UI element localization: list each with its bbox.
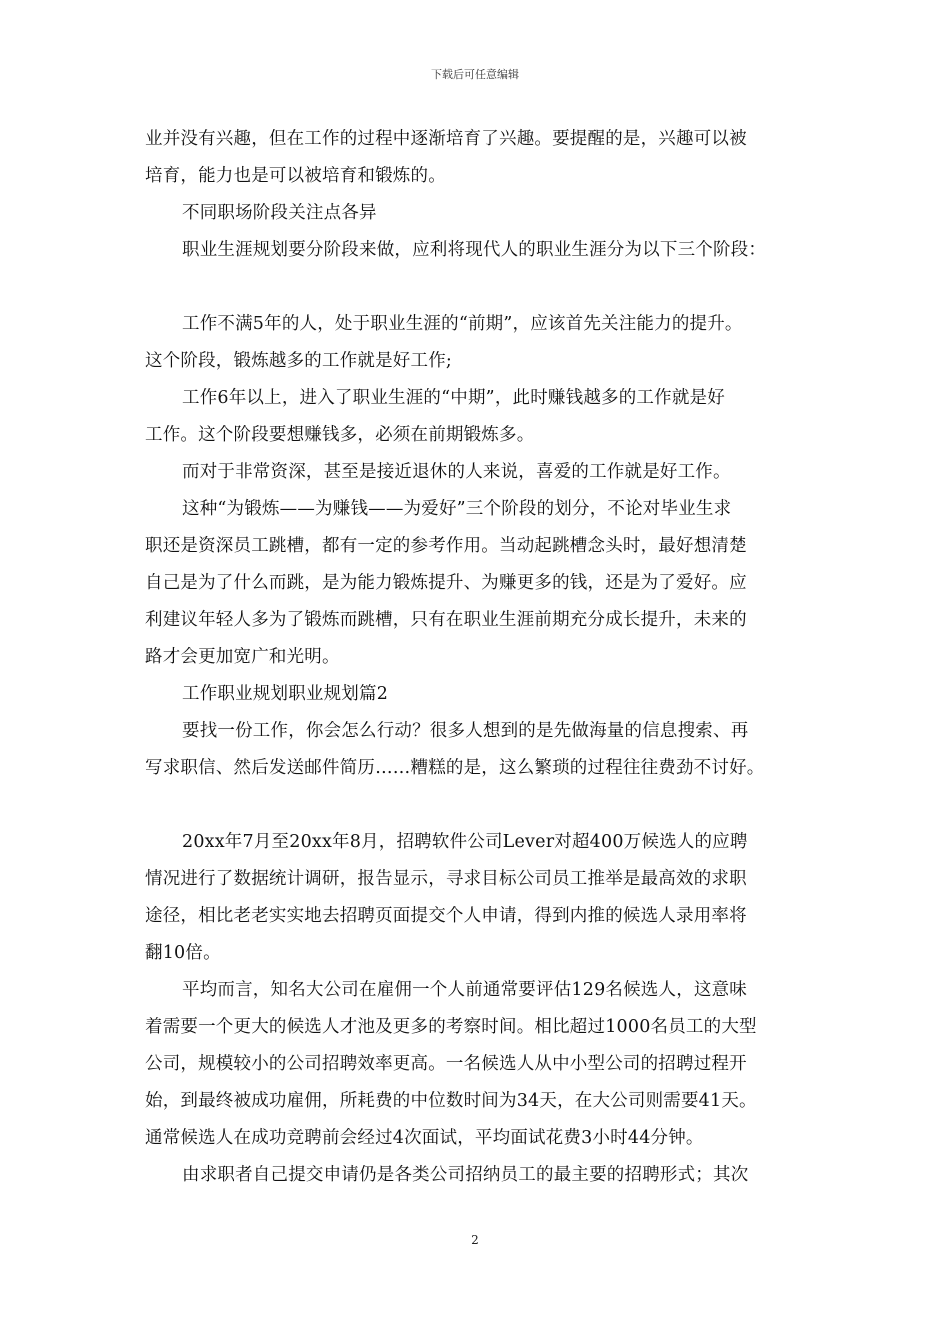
text-line: 这种“为锻炼——为赚钱——为爱好”三个阶段的划分，不论对毕业生求 [182,499,732,519]
page-header: 下载后可任意编辑 [431,68,519,81]
blank-line [145,269,813,306]
blank-line [145,787,813,824]
text-line: 培育，能力也是可以被培育和锻炼的。 [145,166,446,186]
text-line: 利建议年轻人多为了锻炼而跳槽，只有在职业生涯前期充分成长提升，未来的 [145,610,747,630]
text-line: 要找一份工作，你会怎么行动？很多人想到的是先做海量的信息搜索、再 [182,721,749,741]
text-line: 工作不满5年的人，处于职业生涯的“前期”，应该首先关注能力的提升。 [182,314,743,334]
text-line: 这个阶段，锻炼越多的工作就是好工作; [145,351,452,371]
text-line: 工作。这个阶段要想赚钱多，必须在前期锻炼多。 [145,425,535,445]
text-line: 翻10倍。 [145,943,221,963]
text-line: 20xx年7月至20xx年8月，招聘软件公司Lever对超400万候选人的应聘 [182,832,748,852]
text-line: 职业生涯规划要分阶段来做，应利将现代人的职业生涯分为以下三个阶段： [182,240,767,260]
document-body [145,121,813,1194]
text-line: 情况进行了数据统计调研，报告显示，寻求目标公司员工推举是最高效的求职 [145,869,747,889]
page-number: 2 [471,1233,479,1247]
text-line: 公司，规模较小的公司招聘效率更高。一名候选人从中小型公司的招聘过程开 [145,1054,747,1074]
text-line: 着需要一个更大的候选人才池及更多的考察时间。相比超过1000名员工的大型 [145,1017,757,1037]
text-line: 而对于非常资深，甚至是接近退休的人来说，喜爱的工作就是好工作。 [182,462,731,482]
text-line: 平均而言，知名大公司在雇佣一个人前通常要评估129名候选人，这意味 [182,980,747,1000]
text-line: 路才会更加宽广和光明。 [145,647,340,667]
text-line: 工作6年以上，进入了职业生涯的“中期”，此时赚钱越多的工作就是好 [182,388,725,408]
text-line: 工作职业规划职业规划篇2 [182,684,389,704]
text-line: 职还是资深员工跳槽，都有一定的参考作用。当动起跳槽念头时，最好想清楚 [145,536,747,556]
text-line: 不同职场阶段关注点各异 [182,203,377,223]
text-line: 自己是为了什么而跳，是为能力锻炼提升、为赚更多的钱，还是为了爱好。应 [145,573,747,593]
text-line: 通常候选人在成功竞聘前会经过4次面试，平均面试花费3小时44分钟。 [145,1128,704,1148]
text-line: 由求职者自己提交申请仍是各类公司招纳员工的最主要的招聘形式；其次 [182,1165,749,1185]
text-line: 始，到最终被成功雇佣，所耗费的中位数时间为34天，在大公司则需要41天。 [145,1091,757,1111]
text-line: 业并没有兴趣，但在工作的过程中逐渐培育了兴趣。要提醒的是，兴趣可以被 [145,129,747,149]
text-line: 途径，相比老老实实地去招聘页面提交个人申请，得到内推的候选人录用率将 [145,906,747,926]
text-line: 写求职信、然后发送邮件简历……糟糕的是，这么繁琐的过程往往费劲不讨好。 [145,758,765,778]
